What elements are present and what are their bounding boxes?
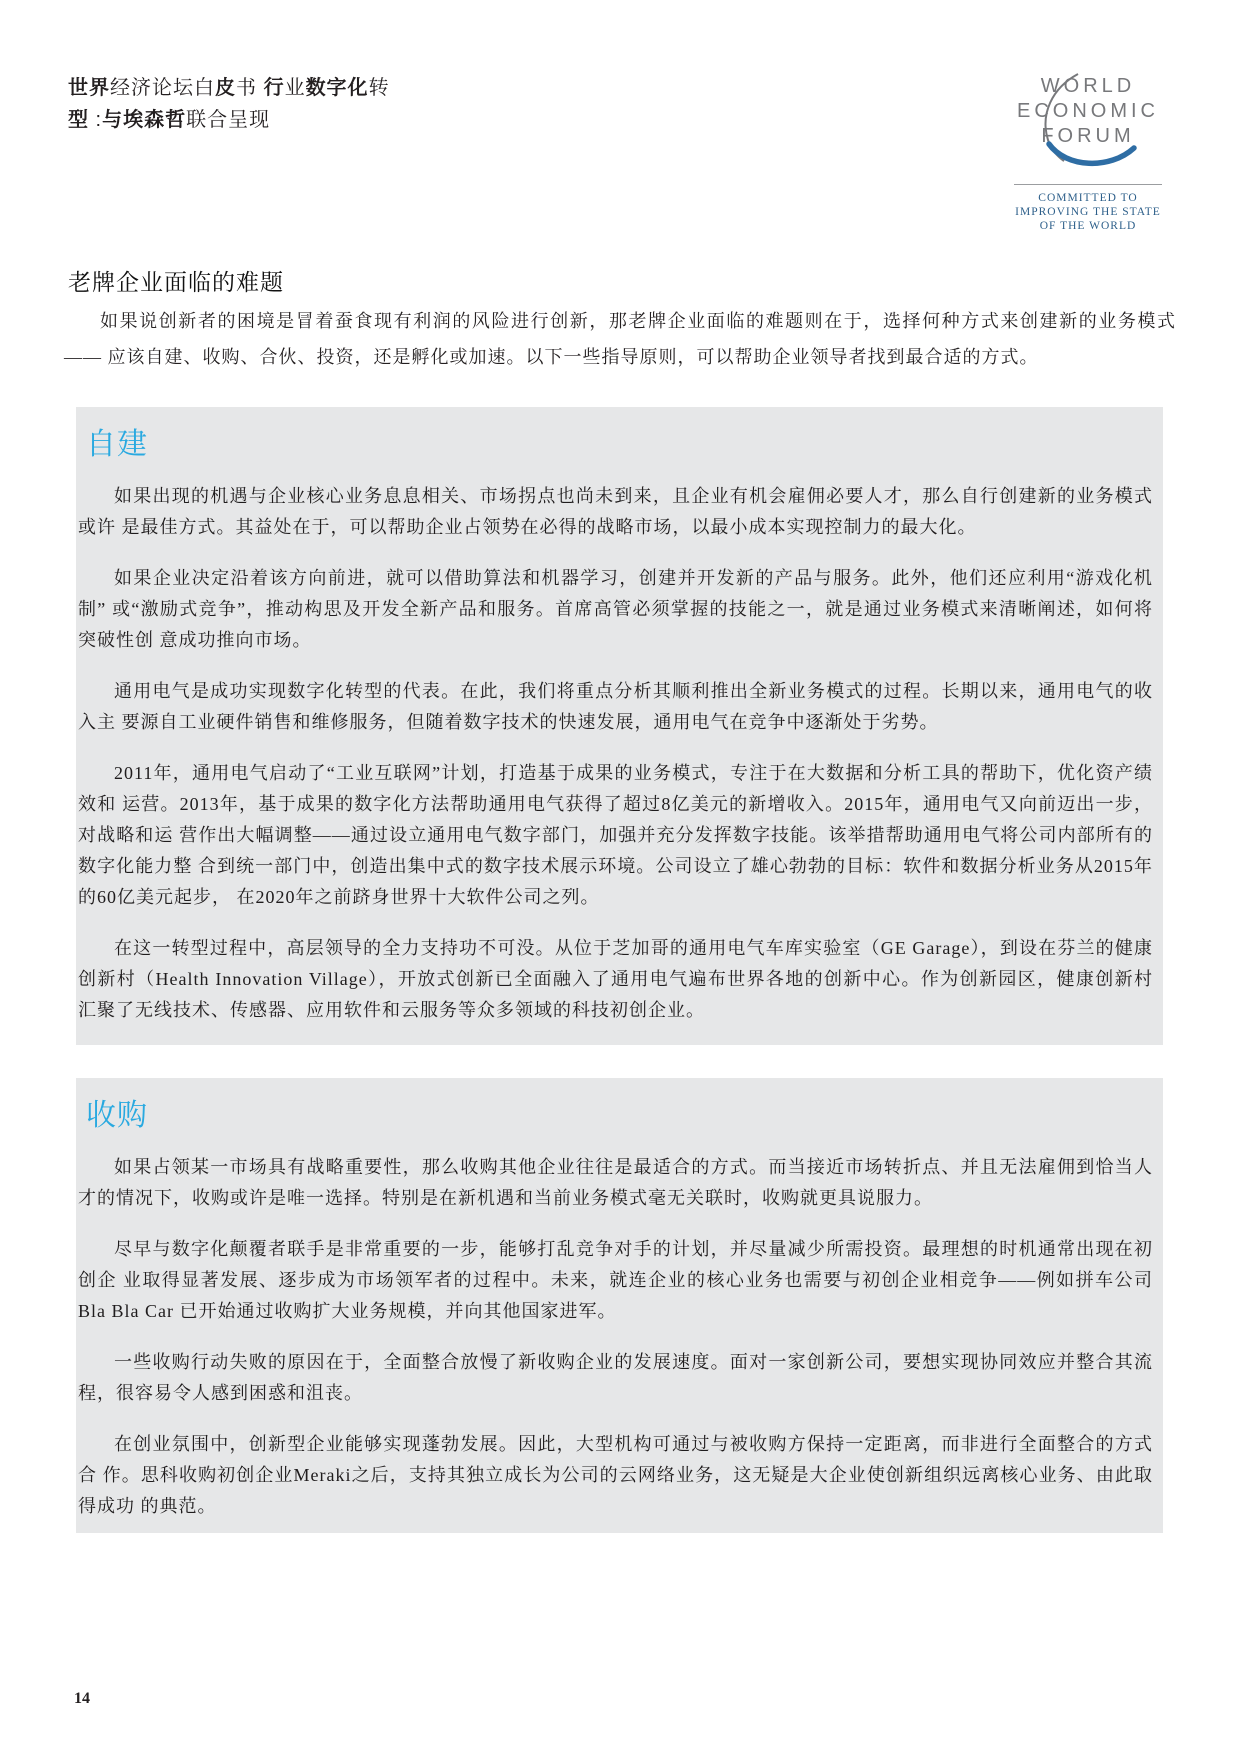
wef-tagline-line: IMPROVING THE STATE [1015, 206, 1161, 218]
panel-acquire-title: 收购 [86, 1099, 148, 1132]
header-title-segment: 经济论坛白 [110, 77, 215, 99]
panel-build-paragraph: 如果出现的机遇与企业核心业务息息相关、市场拐点也尚未到来，且企业有机会雇佣必要人才，那么自行创建新的业务模式或许 是最佳方式。其益处在于，可以帮助企业占领势在必得的战略市场，以最小成本实现控制力的最大化。 [78, 486, 1153, 537]
wef-logo-word: FORUM [1041, 125, 1135, 147]
header-title-segment: 与埃森哲 [102, 109, 187, 131]
wef-crescent-icon [1012, 60, 1164, 182]
wef-logo [1012, 60, 1164, 233]
wef-logo-wordmark [1012, 60, 1164, 170]
wef-tagline-line: COMMITTED TO [1038, 192, 1138, 204]
intro-paragraph: 如果说创新者的困境是冒着蚕食现有利润的风险进行创新，那老牌企业面临的难题则在于，选择何种方式来创建新的业务模式—— 应该自建、收购、合伙、投资，还是孵化或加速。以下一些指导原则，可以帮助企业领导者找到最合适的方式。 [64, 311, 1176, 367]
header-title-segment: 型 [68, 109, 89, 131]
wef-logo-word: ECONOMIC [1017, 100, 1159, 122]
panel-acquire-paragraph: 尽早与数字化颠覆者联手是非常重要的一步，能够打乱竞争对手的计划，并尽量减少所需投资。最理想的时机通常出现在初创企 业取得显著发展、逐步成为市场领军者的过程中。未来，就连企业的核心业务也需要与初创企业相竞争——例如拼车公司Bla Bla Car 已开始通过收购扩大业务规模，并向其他国家进军。 [78, 1239, 1153, 1321]
panel-acquire [76, 1078, 1163, 1533]
panel-build [76, 407, 1163, 1045]
panel-build-paragraph: 2011年，通用电气启动了“工业互联网”计划，打造基于成果的业务模式，专注于在大数据和分析工具的帮助下，优化资产绩效和 运营。2013年，基于成果的数字化方法帮助通用电气获得了超过8亿美元的新增收入。2015年，通用电气又向前迈出一步，对战略和运 营作出大幅调整——通过设立通用电气数字部门，加强并充分发挥数字技能。该举措帮助通用电气将公司内部所有的数字化能力整 合到统一部门中，创造出集中式的数字技术展示环境。公司设立了雄心勃勃的目标：软件和数据分析业务从2015年的60亿美元起步， 在2020年之前跻身世界十大软件公司之列。 [78, 763, 1153, 907]
header-title-segment: 数字化 [305, 77, 369, 99]
header-title-segment: 皮 [215, 77, 236, 99]
document-header-title [68, 72, 628, 136]
header-title-segment: 书 [236, 77, 264, 99]
wef-logo-word: WORLD [1040, 75, 1136, 97]
header-title-segment: 联合呈现 [186, 109, 271, 131]
page-number: 14 [74, 1690, 90, 1707]
wef-logo-divider [1014, 184, 1162, 185]
wef-logo-tagline [1012, 191, 1164, 233]
panel-acquire-paragraph: 一些收购行动失败的原因在于，全面整合放慢了新收购企业的发展速度。面对一家创新公司，要想实现协同效应并整合其流程，很容易令人感到困惑和沮丧。 [78, 1352, 1153, 1403]
panel-acquire-paragraph: 在创业氛围中，创新型企业能够实现蓬勃发展。因此，大型机构可通过与被收购方保持一定距离，而非进行全面整合的方式合 作。思科收购初创企业Meraki之后，支持其独立成长为公司的云网络业务，这无疑是大企业使创新组织远离核心业务、由此取得成功 的典范。 [78, 1434, 1153, 1516]
panel-build-paragraph: 通用电气是成功实现数字化转型的代表。在此，我们将重点分析其顺利推出全新业务模式的过程。长期以来，通用电气的收入主 要源自工业硬件销售和维修服务，但随着数字技术的快速发展，通用电气在竞争中逐渐处于劣势。 [78, 681, 1153, 732]
panel-build-paragraph: 如果企业决定沿着该方向前进，就可以借助算法和机器学习，创建并开发新的产品与服务。此外，他们还应利用“游戏化机制” 或“激励式竞争”，推动构思及开发全新产品和服务。首席高管必须掌握的技能之一，就是通过业务模式来清晰阐述，如何将突破性创 意成功推向市场。 [78, 568, 1153, 650]
header-title-segment: 业 [284, 77, 306, 99]
panel-build-title: 自建 [86, 428, 148, 461]
header-title-line-1 [68, 72, 628, 104]
header-title-line-2 [68, 104, 628, 136]
panel-acquire-paragraph: 如果占领某一市场具有战略重要性，那么收购其他企业往往是最适合的方式。而当接近市场转折点、并且无法雇佣到恰当人才的情况下，收购或许是唯一选择。特别是在新机遇和当前业务模式毫无关联时，收购就更具说服力。 [78, 1157, 1153, 1208]
header-title-segment: : [89, 109, 103, 131]
panel-build-paragraph: 在这一转型过程中，高层领导的全力支持功不可没。从位于芝加哥的通用电气车库实验室（GE Garage），到设在芬兰的健康创新村（Health Innovation Village），开放式创新已全面融入了通用电气遍布世界各地的创新中心。作为创新园区，健康创新村汇聚了无线技术、传感器、应用软件和云服务等众多领域的科技初创企业。 [78, 938, 1153, 1020]
header-title-segment: 行 [263, 77, 285, 99]
wef-tagline-line: OF THE WORLD [1039, 220, 1137, 232]
page-title: 老牌企业面临的难题 [68, 270, 284, 295]
header-title-segment: 转 [368, 77, 390, 99]
header-title-segment: 世界 [68, 77, 110, 99]
